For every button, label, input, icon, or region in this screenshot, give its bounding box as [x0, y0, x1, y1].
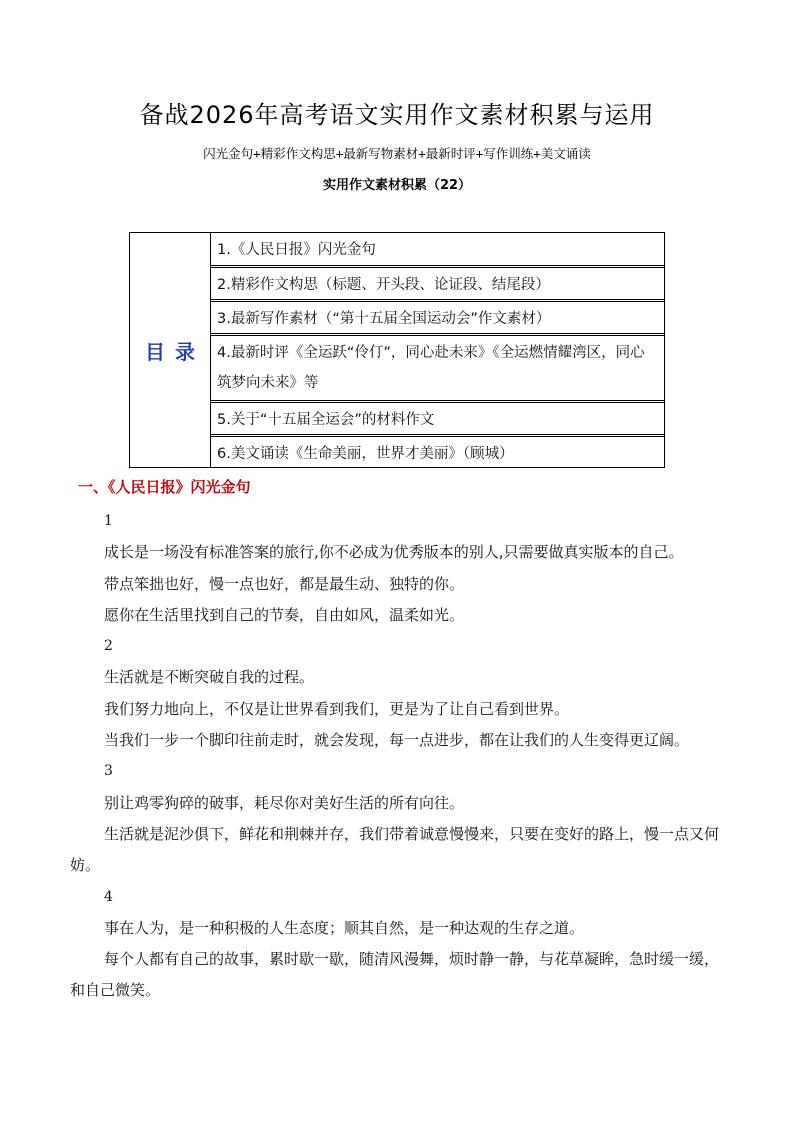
- quote-paragraph: 每个人都有自己的故事，累时歇一歇，随清风漫舞，烦时静一静，与花草凝眸，急时缓一缓，和自己微笑。: [70, 950, 720, 1000]
- quote-paragraph: 当我们一步一个脚印往前走时，就会发现，每一点进步，都在让我们的人生变得更辽阔。: [104, 731, 690, 750]
- section-content: [70, 506, 728, 1007]
- toc-heading: 目录: [145, 339, 205, 364]
- toc-item: 5.关于“十五届全运会”的材料作文: [211, 402, 664, 435]
- quote-paragraph: 别让鸡零狗碎的破事，耗尽你对美好生活的所有向往。: [104, 793, 465, 812]
- quote-paragraph: 生活就是不断突破自我的过程。: [104, 668, 315, 687]
- toc-item: 2.精彩作文构思（标题、开头段、论证段、结尾段）: [211, 267, 664, 300]
- quote-number: 2: [104, 638, 113, 655]
- quote-number: 4: [104, 888, 113, 905]
- quote-number: 3: [104, 763, 113, 780]
- quote-paragraph: 我们努力地向上，不仅是让世界看到我们，更是为了让自己看到世界。: [104, 699, 570, 718]
- quote-paragraph: 成长是一场没有标准答案的旅行,你不必成为优秀版本的别人,只需要做真实版本的自己。: [104, 543, 684, 562]
- table-of-contents: [129, 232, 665, 468]
- toc-item: 4.最新时评《全运跃“伶仃”，同心赴未来》《全运燃情耀湾区，同心筑梦向未来》等: [211, 335, 664, 401]
- toc-items: [211, 233, 664, 467]
- toc-item: 6.美文诵读《生命美丽，世界才美丽》（顾城）: [211, 436, 664, 469]
- document-issue-label: 实用作文素材积累（22）: [322, 178, 472, 193]
- document-subtitle: 闪光金句+精彩作文构思+最新写物素材+最新时评+写作训练+美文诵读: [203, 146, 591, 161]
- quote-paragraph: 带点笨拙也好，慢一点也好，都是最生动、独特的你。: [104, 574, 465, 593]
- section-heading: 一、《人民日报》闪光金句: [78, 478, 251, 496]
- quote-paragraph: 愿你在生活里找到自己的节奏，自由如风，温柔如光。: [104, 605, 465, 624]
- toc-item: 1.《人民日报》闪光金句: [211, 233, 664, 266]
- toc-heading-cell: [130, 233, 211, 467]
- document-title: 备战2026年高考语文实用作文素材积累与运用: [139, 101, 655, 129]
- quote-paragraph: 生活就是泥沙俱下，鲜花和荆棘并存，我们带着诚意慢慢来，只要在变好的路上，慢一点又何妨。: [70, 824, 720, 875]
- quote-number: 1: [104, 513, 113, 529]
- toc-item: 3.最新写作素材（“第十五届全国运动会”作文素材）: [211, 301, 664, 334]
- quote-paragraph: 事在人为，是一种积极的人生态度；顺其自然，是一种达观的生存之道。: [104, 918, 585, 937]
